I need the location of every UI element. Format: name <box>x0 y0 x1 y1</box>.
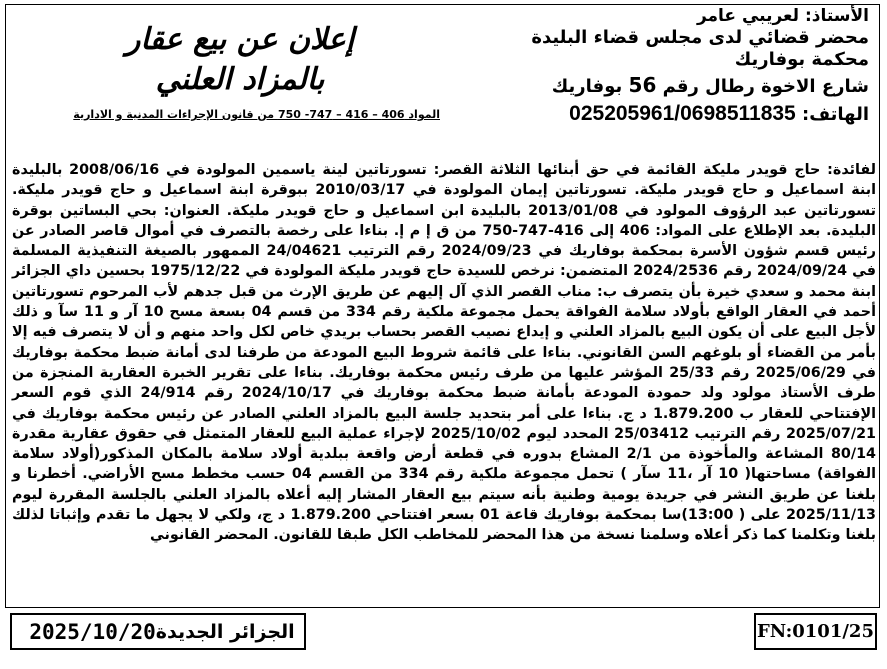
office-address <box>509 71 869 101</box>
phone-number: 025205961/0698511835 <box>569 102 796 125</box>
bailiff-name: الأستاذ: لعريبي عامر <box>696 6 869 26</box>
publication-date: 2025/10/20 <box>29 619 156 644</box>
newspaper-box <box>10 613 306 650</box>
announcement-body-text: لفائدة: حاج قويدر مليكة القائمة في حق أبنائها الثلاثة القصر: تسورتاتين لينة ياسمين المولودة في 2008/06/16 بالبليدة ابنة اسماعيل و حاج قويدر مليكة. تسورتاتين إيمان المولودة في 2010/03/17 ببوقرة ابنة اسماعيل و حاج قويدر مليكة. تسورتاتين عبد الرؤوف المولود في 2013/01/08 بالبليدة ابن اسماعيل و حاج قويدر مليكة. العنوان: بحي البساتين بوقرة البليدة. بعد الإطلاع على المواد: 406 إلى 416-747-750 من ق إ م إ. بناءا على رخصة بالتصرف في أموال قاصر الصادر عن رئيس قسم شؤون الأسرة بمحكمة بوفاريك في 2024/09/23 رقم الترتيب 24/04621 الممهور بالصيغة التنفيذية المسلمة في 2024/09/24 رقم 2024/2536 المتضمن: نرخص للسيدة حاج قويدر مليكة المولودة في 1975/12/22 بحسين داي الجزائر ابنة محمد و سعدي خيرة بأن يتصرف ب: مناب القصر الذي آل إليهم عن طريق الإرث من قبل جدهم لأب المرحوم تسورتاتين أحمد في العقار الواقع بأولاد سلامة الفواقة يحمل مجموعة ملكية رقم 334 من قسم 04 بسعة مسح 10 آر و 11 سآ و ذلك لأجل البيع على أن يكون البيع بالمزاد العلني و إيداع نصيب القصر بحساب بريدي خاص لكل واحد منهم و أن لا يتصرف فيه إلا بأمر من القضاء أو بلوغهم السن القانوني. بناءا على قائمة شروط البيع المودعة من طرفنا لدى أمانة ضبط محكمة بوفاريك في 2025/06/29 رقم 25/33 المؤشر عليها من طرف رئيس محكمة بوفاريك. بناءا على تقرير الخبرة العقارية المنجزة من طرف الأستاذ مولود ولد حمودة المودعة بأمانة ضبط محكمة بوفاريك في 2024/10/17 رقم 24/914 الذي قوم السعر الإفتتاحي للعقار ب 1.879.200 د ج. بناءا على أمر بتحديد جلسة البيع بالمزاد العلني الصادر عن رئيس محكمة بوفاريك في 2025/07/21 رقم الترتيب 25/03412 المحدد ليوم 2025/10/02 لإجراء عملية البيع للعقار المتمثل في حقوق عقارية مقدرة 80/14 المشاعة والمأخوذة من 2/1 المشاع بدوره في قطعة أرض واقعة ببلدية أولاد سلامة بالمكان المذكور(أولاد سلامة الفواقة) مساحتها( 10 آر ،11 سآر ) تحمل مجموعة ملكية رقم 334 من القسم 04 حسب مخطط مسح الأراضي. أخطرنا و بلغنا عن طريق النشر في جريدة يومية وطنية بأنه سيتم بيع العقار المشار إليه أعلاه بالمزاد العلني بالجلسة المقررة ليوم 2025/11/13 على ( 13:00)سا بمحكمة بوفاريك قاعة 01 بسعر افتتاحي 1.879.200 د ج، ولكي لا يجهل ما تقدم وإثباتا لذلك بلغنا وتكلمنا كما ذكر أعلاه وسلمنا نسخة من هذا المحضر للمخاطب الكل طبقا للقانون. <box>12 162 877 544</box>
address-street: شارع الاخوة رطال رقم <box>662 76 869 97</box>
court-name: محكمة بوفاريك <box>734 49 869 70</box>
address-city: بوفاريك <box>551 76 623 97</box>
signature-text: المحضر القانوني <box>150 527 269 544</box>
title-line-1: إعلان عن بيع عقار <box>125 22 355 57</box>
legal-articles-reference: المواد 406 – 416 – 747- 750 من قانون الإجراءات المدنية و الادارية <box>73 108 440 121</box>
file-number-box <box>754 613 877 650</box>
newspaper-name: الجزائر الجديدة <box>155 620 295 643</box>
bailiff-office-block <box>509 6 869 128</box>
file-number: FN:0101/25 <box>757 621 874 642</box>
bailiff-title: محضر قضائي لدى مجلس قضاء البليدة <box>531 27 869 48</box>
phone-label: الهاتف: <box>802 104 869 125</box>
office-phone <box>509 101 869 128</box>
address-number: 56 <box>628 73 657 97</box>
announcement-body <box>12 160 876 546</box>
announcement-title <box>60 20 420 100</box>
title-line-2: بالمزاد العلني <box>155 62 325 97</box>
